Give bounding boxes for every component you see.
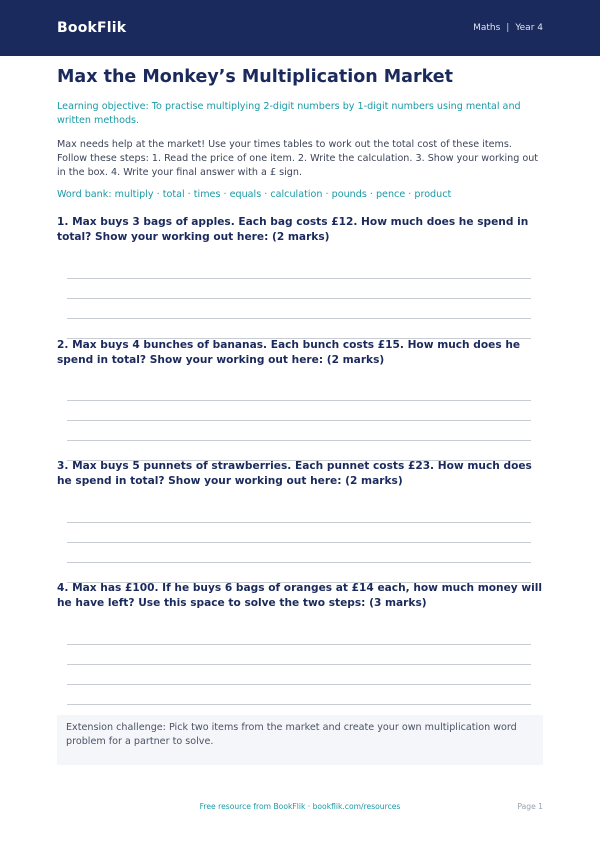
answer-line[interactable] xyxy=(67,318,531,319)
question-1: 1. Max buys 3 bags of apples. Each bag costs £12. How much does he spend in total? Show your working out here: (2 marks) xyxy=(57,216,529,243)
page-header xyxy=(0,0,600,56)
footer-source[interactable]: Free resource from BookFlik · bookflik.com/resources xyxy=(199,802,401,811)
header-meta xyxy=(473,23,543,33)
question-2: 2. Max buys 4 bunches of bananas. Each bunch costs £15. How much does he spend in total? Show your working out here: (2 marks) xyxy=(57,339,521,366)
worksheet-intro xyxy=(57,66,543,202)
answer-line[interactable] xyxy=(67,644,531,645)
extension-challenge: Extension challenge: Pick two items from the market and create your own multiplication word problem for a partner to solve. xyxy=(57,715,543,765)
answer-line[interactable] xyxy=(67,704,531,705)
year-label: Year 4 xyxy=(515,23,543,33)
page-title: Max the Monkey’s Multiplication Market xyxy=(57,67,454,87)
answer-line[interactable] xyxy=(67,400,531,401)
answer-line[interactable] xyxy=(67,440,531,441)
answer-line[interactable] xyxy=(67,542,531,543)
page-number: Page 1 xyxy=(517,802,543,811)
answer-line[interactable] xyxy=(67,562,531,563)
subject-label: Maths xyxy=(473,23,501,33)
word-bank: Word bank: multiply · total · times · equals · calculation · pounds · pence · product xyxy=(57,189,452,200)
answer-line[interactable] xyxy=(67,278,531,279)
answer-line[interactable] xyxy=(67,684,531,685)
answer-line[interactable] xyxy=(67,420,531,421)
answer-line[interactable] xyxy=(67,522,531,523)
question-4: 4. Max has £100. If he buys 6 bags of oranges at £14 each, how much money will he have left? Use this space to solve the two steps: (3 marks) xyxy=(57,582,543,609)
question-3: 3. Max buys 5 punnets of strawberries. Each punnet costs £23. How much does he spend in total? Show your working out here: (2 marks) xyxy=(57,460,532,487)
brand-logo: BookFlik xyxy=(57,20,127,36)
header-separator: | xyxy=(506,23,510,33)
instructions: Max needs help at the market! Use your times tables to work out the total cost of these items. Follow these steps: 1. Read the price of one item. 2. Write the calculation. 3. Show your working out in the box. 4. Write your final answer with a £ sign. xyxy=(57,139,539,178)
answer-line[interactable] xyxy=(67,298,531,299)
answer-line[interactable] xyxy=(67,664,531,665)
learning-objective: Learning objective: To practise multiplying 2-digit numbers by 1-digit numbers using mental and written methods. xyxy=(57,101,521,126)
